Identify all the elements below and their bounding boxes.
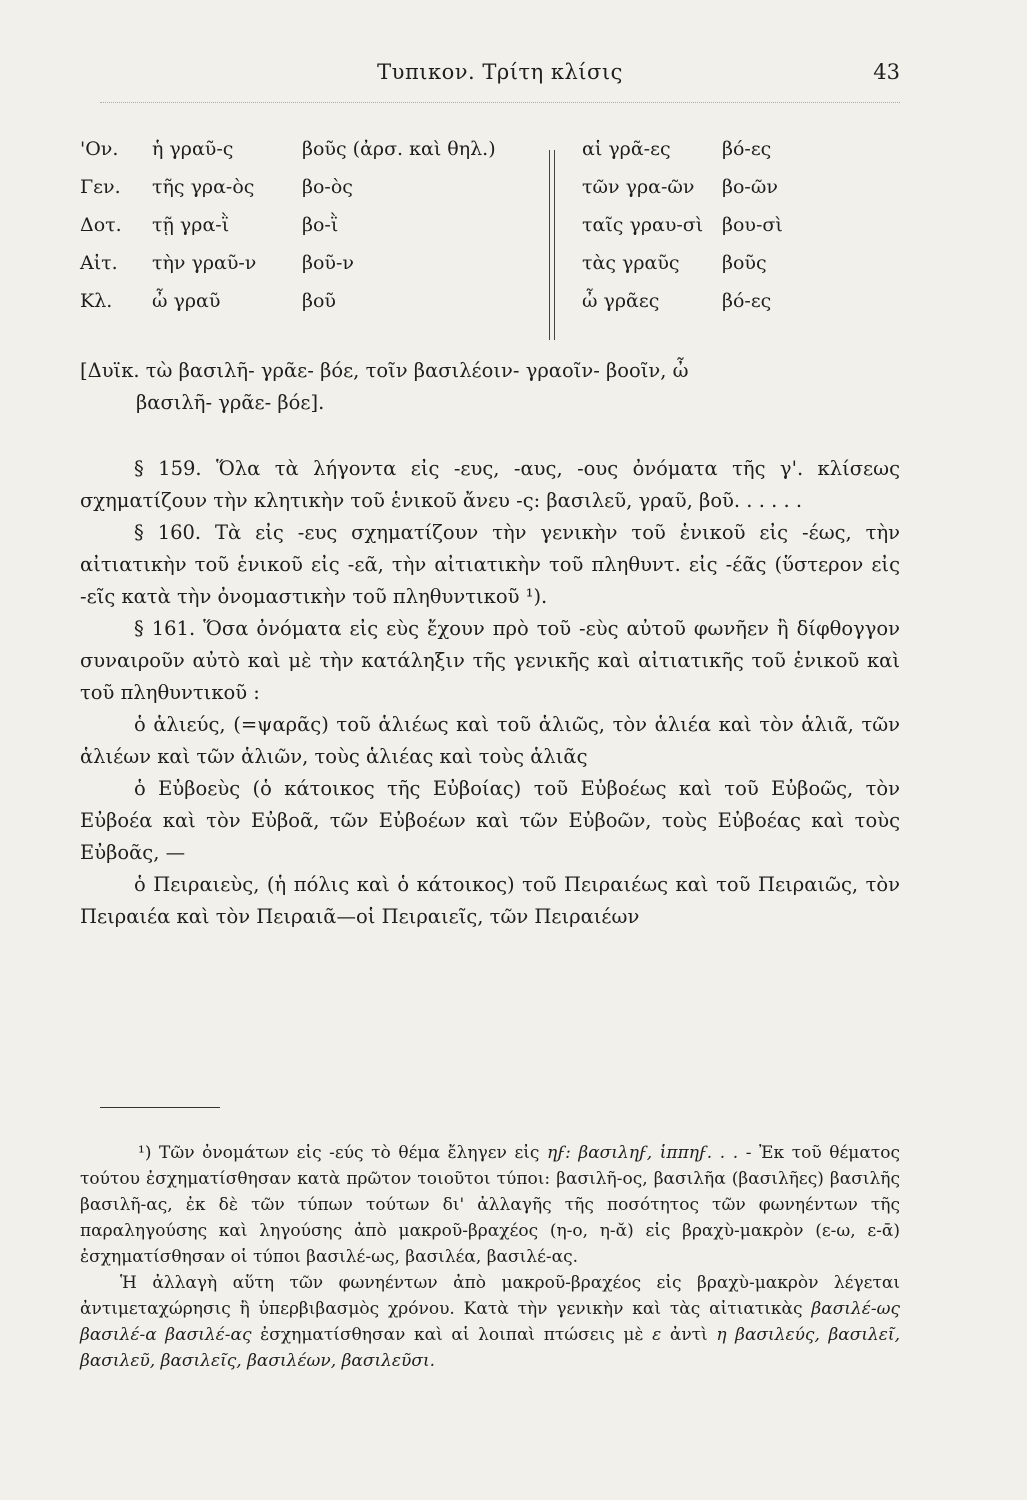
column-divider — [549, 150, 555, 340]
running-header — [100, 60, 900, 96]
singular-grays: ἡ γραῦ-ς — [152, 138, 234, 160]
plural-grays: ὦ γρᾶες — [582, 290, 660, 312]
footnote-paragraph-1 — [80, 1140, 900, 1270]
singular-grays: τῇ γρα-ῒ — [152, 214, 230, 236]
singular-bous: βο-ῒ — [302, 214, 339, 236]
plural-grays: τῶν γρα-ῶν — [582, 176, 695, 198]
case-label: Γεν. — [80, 176, 121, 198]
plural-bous: βο-ῶν — [722, 176, 778, 198]
singular-bous: βο-ὸς — [302, 176, 353, 198]
paragraph-159: § 159. Ὅλα τὰ λήγοντα εἰς -ευς, -αυς, -ους ὀνόματα τῆς γ'. κλίσεως σχηματίζουν τὴν κλητικὴν τοῦ ἑνικοῦ ἄνευ -ς: βασιλεῦ, γραῦ, βοῦ. . . . . . — [80, 457, 900, 512]
plural-grays: ταῖς γραυ-σὶ — [582, 214, 704, 236]
singular-bous: βοῦ-ν — [302, 252, 354, 274]
example-alieus: ὁ ἁλιεύς, (=ψαρᾶς) τοῦ ἁλιέως καὶ τοῦ ἁλιῶς, τὸν ἁλιέα καὶ τὸν ἁλιᾶ, τῶν ἁλιέων καὶ τῶν ἁλιῶν, τοὺς ἁλιέας καὶ τοὺς ἁλιᾶς — [80, 713, 900, 768]
running-title: Τυπικον. Τρίτη κλίσις — [377, 60, 623, 84]
footnote-text: Ἐκ τοῦ θέματος τούτου ἐσχηματίσθησαν κατὰ πρῶτον τοιοῦτοι τύποι: βασιλῆ-ος, βασιλῆα (βασιλῆες) βασιλῆς βασιλῆ-ας, ἐκ δὲ τῶν τύπων τούτων δι' ἀλλαγῆς τῆς ποσότητος τῶν φωνηέντων τῆς παραληγούσης καὶ ληγούσης ἀπὸ μακροῦ-βραχέος (η-ο, η-ᾰ) εἰς βραχὺ-μακρὸν (ε-ω, ε-ᾱ) ἐσχηματίσθησαν οἱ τύποι βασιλέ-ως, βασιλέα, βασιλέ-ας. — [80, 1143, 900, 1267]
plural-bous: βό-ες — [722, 290, 772, 312]
example-euboeus: ὁ Εὐβοεὺς (ὁ κάτοικος τῆς Εὐβοίας) τοῦ Εὐβοέως καὶ τοῦ Εὐβοῶς, τὸν Εὐβοέα καὶ τὸν Εὐβοᾶ, τῶν Εὐβοέων καὶ τῶν Εὐβοῶν, τοὺς Εὐβοέας καὶ τοὺς Εὐβοᾶς, — — [80, 777, 900, 864]
dual-note — [80, 355, 900, 419]
footnote-text: ἐσχηματίσθησαν καὶ αἱ λοιπαὶ πτώσεις μὲ — [251, 1325, 653, 1345]
footnote-text: Ἡ ἀλλαγὴ αὕτη τῶν φωνηέντων ἀπὸ μακροῦ-βραχέος εἰς βραχὺ-μακρὸν λέγεται ἀντιμεταχώρησις ἢ ὑπερβιβασμὸς χρόνου. Κατὰ τὴν γενικὴν καὶ τὰς αἰτιατικὰς — [80, 1273, 900, 1319]
footnote-italic: βασιλέ-ως βασιλέ-α βασιλέ-ας — [80, 1299, 900, 1345]
footnote-text: ἀντὶ — [661, 1325, 717, 1345]
footnote-text: ¹) Τῶν ὀνομάτων εἰς -εύς τὸ θέμα ἔληγεν εἰς — [138, 1143, 548, 1163]
case-label: Δοτ. — [80, 214, 122, 236]
footnote-italic: η βασιλεύς, βασιλεῖ, βασιλεῦ, βασιλεῖς, βασιλέων, βασιλεῦσι. — [80, 1325, 900, 1371]
case-label: Κλ. — [80, 290, 113, 312]
singular-grays: ὦ γραῦ — [152, 290, 221, 312]
plural-grays: αἱ γρᾶ-ες — [582, 138, 671, 160]
case-label: 'Ον. — [80, 138, 119, 160]
footnote — [80, 1140, 900, 1374]
plural-bous: βου-σὶ — [722, 214, 783, 236]
paragraph-161: § 161. Ὅσα ὀνόματα εἰς εὺς ἔχουν πρὸ τοῦ -εὺς αὐτοῦ φωνῆεν ἢ δίφθογγον συναιροῦν αὐτὸ καὶ μὲ τὴν κατάληξιν τῆς γενικῆς καὶ αἰτιατικῆς τοῦ ἑνικοῦ καὶ τοῦ πληθυντικοῦ : — [80, 617, 900, 704]
main-text — [80, 453, 900, 933]
footnote-paragraph-2 — [80, 1270, 900, 1374]
header-rule — [100, 102, 900, 103]
page-number: 43 — [873, 60, 900, 84]
dual-line-2: βασιλῆ- γρᾶε- βόε]. — [136, 391, 325, 414]
paragraph-160: § 160. Τὰ εἰς -ευς σχηματίζουν τὴν γενικὴν τοῦ ἑνικοῦ εἰς -έως, τὴν αἰτιατικὴν τοῦ ἑνικοῦ εἰς -εᾶ, τὴν αἰτιατικὴν τοῦ πληθυντ. εἰς -έᾶς (ὕστερον εἰς -εῖς κατὰ τὴν ὀνομαστικὴν τοῦ πληθυντικοῦ ¹). — [80, 521, 900, 608]
footnote-rule — [100, 1107, 220, 1108]
plural-bous: βό-ες — [722, 138, 772, 160]
singular-grays: τὴν γραῦ-ν — [152, 252, 257, 274]
footnote-italic: ηϝ: βασιληϝ, ἱππηϝ. . . - — [547, 1143, 752, 1163]
example-peiraieus: ὁ Πειραιεὺς, (ἡ πόλις καὶ ὁ κάτοικος) τοῦ Πειραιέως καὶ τοῦ Πειραιῶς, τὸν Πειραιέα καὶ τὸν Πειραιᾶ—οἱ Πειραιεῖς, τῶν Πειραιέων — [80, 873, 900, 928]
dual-line-1: [Δυϊκ. τὼ βασιλῆ- γρᾶε- βόε, τοῖν βασιλέοιν- γραοῖν- βοοῖν, ὦ — [80, 359, 689, 382]
singular-grays: τῆς γρα-ὸς — [152, 176, 255, 198]
singular-bous: βοῦ — [302, 290, 336, 312]
singular-bous: βοῦς (ἀρσ. καὶ θηλ.) — [302, 138, 496, 160]
footnote-italic: ε — [652, 1325, 662, 1345]
case-label: Αἰτ. — [80, 252, 118, 274]
plural-bous: βοῦς — [722, 252, 767, 274]
plural-grays: τὰς γραῦς — [582, 252, 680, 274]
